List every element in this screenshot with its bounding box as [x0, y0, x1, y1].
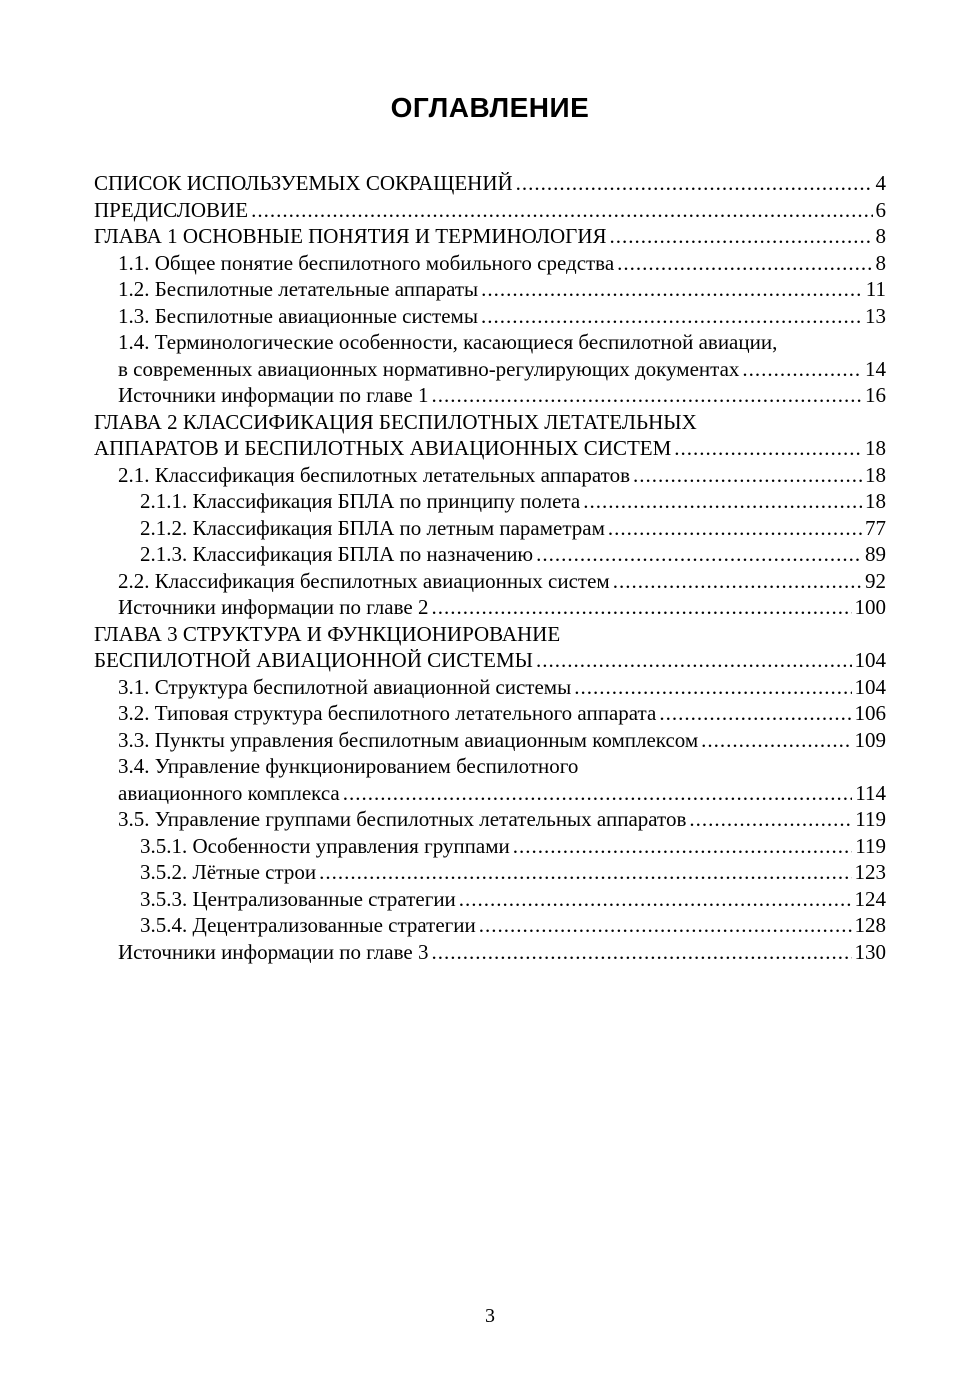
toc-entry-page: 14	[865, 356, 886, 381]
toc-entry[interactable]	[94, 250, 886, 277]
dot-leader	[583, 488, 862, 515]
toc-entry[interactable]	[94, 674, 886, 701]
dot-leader	[459, 886, 852, 913]
toc-entry-page: 130	[854, 939, 886, 964]
toc-entry-page: 13	[865, 303, 886, 328]
toc-entry-title: ПРЕДИСЛОВИЕ	[94, 197, 249, 222]
toc-entry[interactable]	[94, 223, 886, 250]
toc-entry-title: 3.2. Типовая структура беспилотного летательного аппарата	[118, 701, 657, 725]
toc-entry[interactable]	[94, 912, 886, 939]
page-number: 3	[485, 1305, 495, 1327]
toc-entry-title: 2.1.1. Классификация БПЛА по принципу полета	[140, 489, 581, 513]
toc-entry-page: 89	[865, 542, 886, 566]
toc-entry-page: 104	[854, 674, 886, 699]
dot-leader	[343, 780, 853, 807]
toc-entry[interactable]	[94, 276, 886, 303]
toc-entry-first-line[interactable]	[94, 753, 886, 780]
dot-leader	[481, 303, 862, 330]
dot-leader	[536, 647, 852, 674]
toc-entry-title: Источники информации по главе 1	[118, 383, 429, 407]
toc-entry-first-line[interactable]	[94, 409, 886, 436]
toc-entry-title: 2.1.2. Классификация БПЛА по летным параметрам	[140, 515, 605, 540]
toc-entry-page: 77	[865, 515, 886, 540]
dot-leader	[513, 833, 853, 860]
toc-entry-page: 106	[854, 701, 886, 725]
toc-entry[interactable]	[94, 488, 886, 515]
toc-entry[interactable]	[94, 886, 886, 913]
toc-entry-title: ГЛАВА 2 КЛАССИФИКАЦИЯ БЕСПИЛОТНЫХ ЛЕТАТЕЛЬНЫХ	[94, 409, 697, 434]
toc-entry[interactable]	[94, 197, 886, 224]
toc-entry-first-line[interactable]	[94, 329, 886, 356]
dot-leader	[481, 276, 863, 303]
toc-entry-page: 8	[875, 224, 886, 248]
toc-entry[interactable]	[94, 462, 886, 489]
toc-entry-title: СПИСОК ИСПОЛЬЗУЕМЫХ СОКРАЩЕНИЙ	[94, 171, 513, 195]
toc-entry-page: 119	[855, 807, 886, 831]
toc-entry[interactable]	[94, 303, 886, 330]
toc-entry-page: 104	[854, 648, 886, 672]
dot-leader	[742, 356, 862, 383]
toc-entry-page: 128	[854, 913, 886, 937]
toc-entry[interactable]	[94, 700, 886, 727]
dot-leader	[516, 170, 873, 197]
toc-entry-title: 3.5.4. Децентрализованные стратегии	[140, 913, 476, 937]
toc-entry[interactable]	[94, 647, 886, 674]
dot-leader	[479, 912, 852, 939]
table-of-contents	[94, 170, 886, 965]
dot-leader	[608, 515, 862, 542]
page-title: ОГЛАВЛЕНИЕ	[390, 92, 590, 123]
toc-entry-title: 2.1.3. Классификация БПЛА по назначению	[140, 542, 534, 566]
toc-entry-title: 3.1. Структура беспилотной авиационной системы	[118, 674, 572, 699]
toc-entry-page: 100	[854, 595, 886, 619]
toc-entry-page: 18	[865, 436, 886, 460]
toc-entry-page: 109	[854, 727, 886, 752]
dot-leader	[431, 594, 851, 621]
toc-entry-page: 18	[865, 462, 886, 487]
toc-entry-title: 2.1. Классификация беспилотных летательных аппаратов	[118, 462, 630, 487]
dot-leader	[701, 727, 851, 754]
toc-entry[interactable]	[94, 780, 886, 807]
toc-entry-page: 4	[875, 171, 886, 195]
dot-leader	[610, 223, 873, 250]
toc-entry-title: БЕСПИЛОТНОЙ АВИАЦИОННОЙ СИСТЕМЫ	[94, 648, 533, 672]
dot-leader	[617, 250, 872, 277]
toc-entry-title: 3.5.2. Лётные строи	[140, 860, 317, 884]
toc-entry[interactable]	[94, 806, 886, 833]
toc-entry[interactable]	[94, 859, 886, 886]
toc-entry[interactable]	[94, 382, 886, 409]
dot-leader	[536, 541, 862, 568]
toc-entry[interactable]	[94, 170, 886, 197]
dot-leader	[689, 806, 852, 833]
dot-leader	[251, 197, 872, 224]
toc-entry[interactable]	[94, 939, 886, 966]
toc-entry[interactable]	[94, 356, 886, 383]
toc-entry-page: 16	[865, 383, 886, 407]
toc-entry-title: 3.4. Управление функционированием беспилотного	[118, 754, 579, 778]
toc-entry-title: ГЛАВА 3 СТРУКТУРА И ФУНКЦИОНИРОВАНИЕ	[94, 621, 561, 646]
toc-entry[interactable]	[94, 594, 886, 621]
dot-leader	[659, 700, 851, 727]
toc-entry-title: 3.5.1. Особенности управления группами	[140, 833, 510, 858]
dot-leader	[431, 382, 862, 409]
toc-entry-page: 8	[875, 250, 886, 275]
toc-entry-title: Источники информации по главе 3	[118, 939, 429, 964]
toc-entry-title: 3.5. Управление группами беспилотных летательных аппаратов	[118, 807, 687, 831]
toc-entry-title: авиационного комплекса	[118, 780, 340, 805]
toc-entry-title: 2.2. Классификация беспилотных авиационных систем	[118, 568, 610, 593]
toc-entry-title: 1.1. Общее понятие беспилотного мобильного средства	[118, 250, 615, 275]
dot-leader	[574, 674, 851, 701]
toc-entry-title: 1.3. Беспилотные авиационные системы	[118, 303, 478, 328]
toc-entry-title: 1.4. Терминологические особенности, касающиеся беспилотной авиации,	[118, 330, 778, 354]
toc-entry-title: ГЛАВА 1 ОСНОВНЫЕ ПОНЯТИЯ И ТЕРМИНОЛОГИЯ	[94, 224, 607, 248]
toc-entry-page: 114	[855, 780, 886, 805]
toc-entry-page: 124	[854, 886, 886, 911]
toc-entry[interactable]	[94, 727, 886, 754]
toc-entry-title: в современных авиационных нормативно-регулирующих документах	[118, 356, 740, 381]
toc-entry-first-line[interactable]	[94, 621, 886, 648]
dot-leader	[674, 435, 862, 462]
toc-entry-title: АППАРАТОВ И БЕСПИЛОТНЫХ АВИАЦИОННЫХ СИСТЕМ	[94, 436, 672, 460]
toc-entry-page: 18	[865, 489, 886, 513]
dot-leader	[319, 859, 851, 886]
toc-entry-title: Источники информации по главе 2	[118, 595, 429, 619]
toc-entry-page: 119	[855, 833, 886, 858]
dot-leader	[613, 568, 862, 595]
toc-entry-page: 92	[865, 568, 886, 593]
dot-leader	[633, 462, 862, 489]
toc-entry[interactable]	[94, 435, 886, 462]
toc-entry-page: 6	[875, 197, 886, 222]
toc-entry[interactable]	[94, 833, 886, 860]
dot-leader	[431, 939, 851, 966]
toc-entry[interactable]	[94, 568, 886, 595]
toc-entry-page: 123	[854, 860, 886, 884]
toc-entry-title: 3.3. Пункты управления беспилотным авиационным комплексом	[118, 727, 699, 752]
toc-entry-page: 11	[865, 277, 886, 301]
toc-entry[interactable]	[94, 541, 886, 568]
toc-entry-title: 1.2. Беспилотные летательные аппараты	[118, 277, 479, 301]
toc-entry[interactable]	[94, 515, 886, 542]
toc-entry-title: 3.5.3. Централизованные стратегии	[140, 886, 456, 911]
